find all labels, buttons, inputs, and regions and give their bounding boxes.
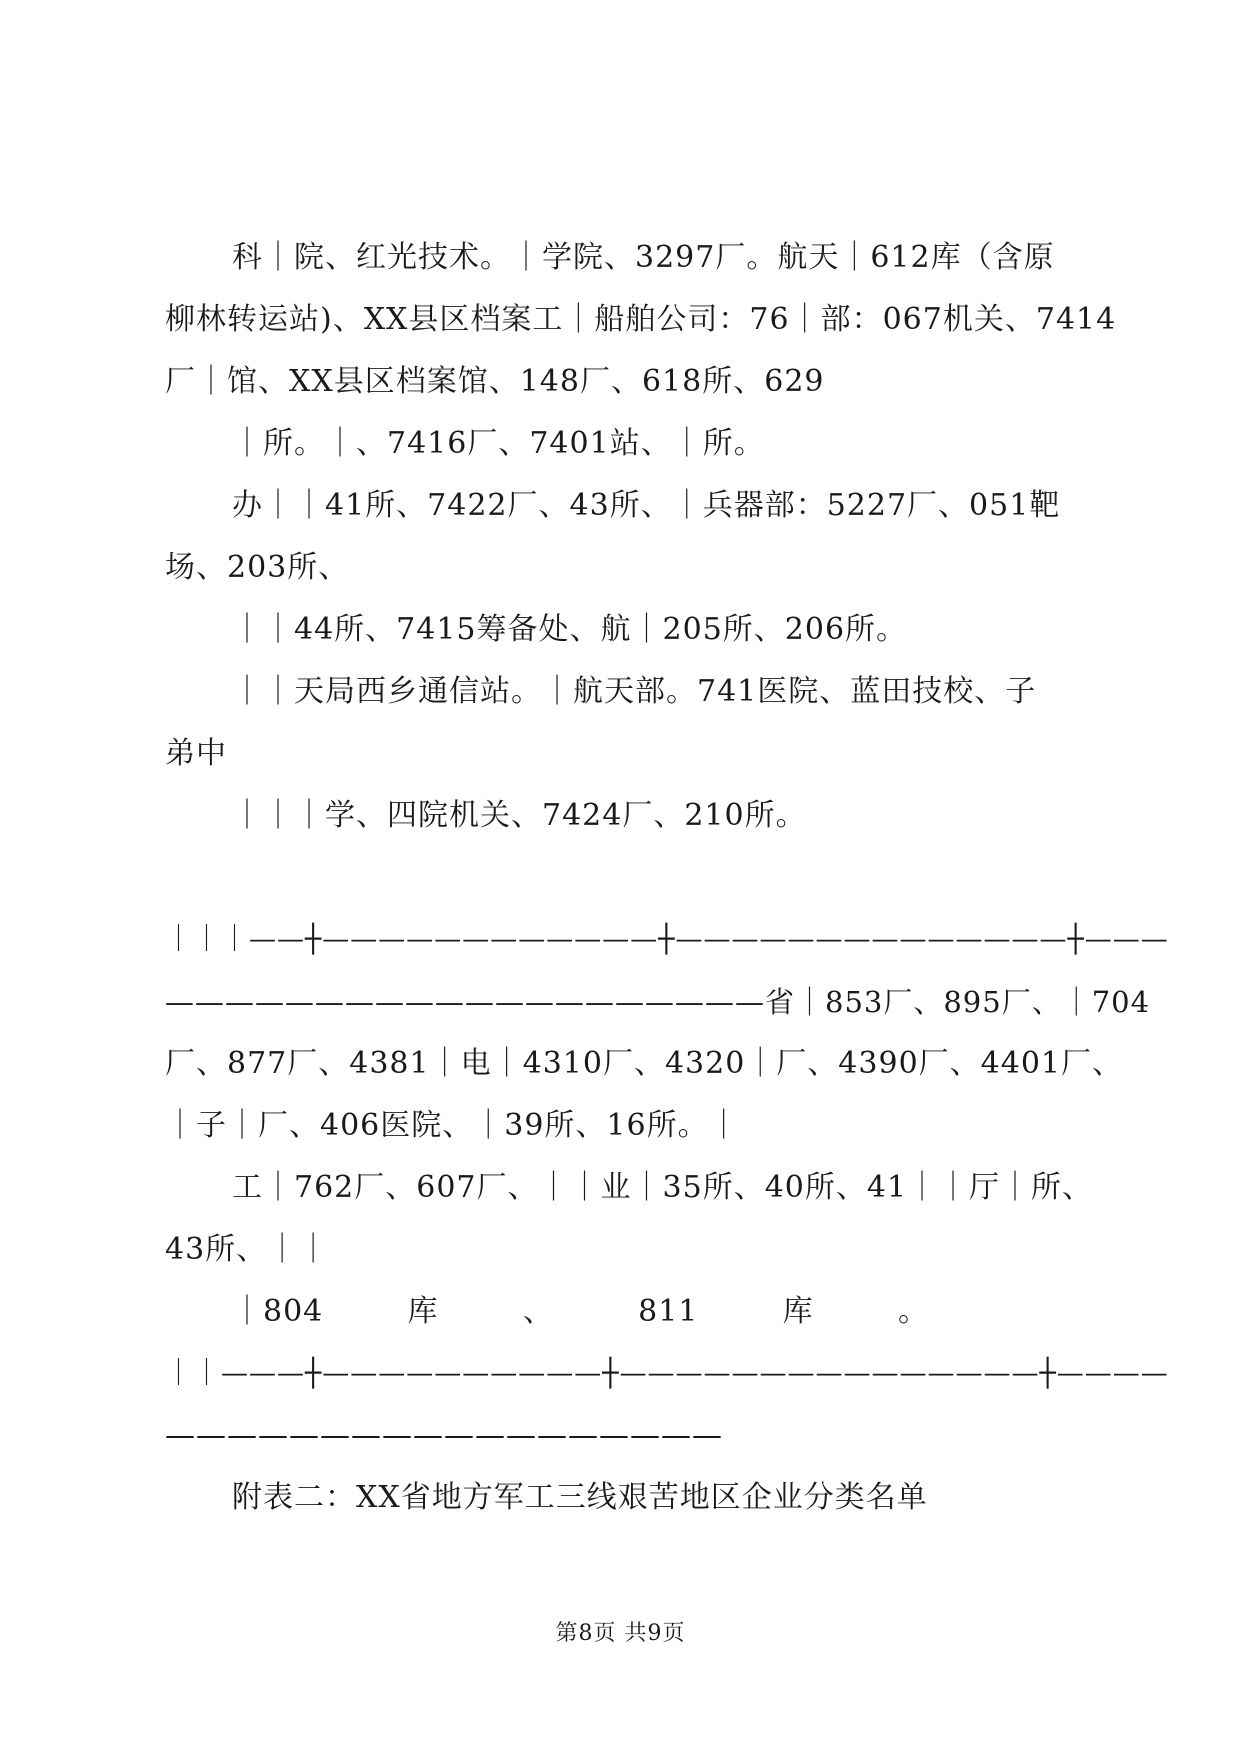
text-line: 办｜｜41所、7422厂、43所、｜兵器部：5227厂、051靶 [232,488,1061,523]
table-border-line: —————————————————— [165,1418,723,1453]
table-border-line: ｜｜｜——┼————————————┼——————————————┼——— [165,924,1169,955]
text-line: ｜｜44所、7415筹备处、航｜205所、206所。 [232,612,908,647]
text-line: ｜｜天局西乡通信站。｜航天部。741医院、蓝田技校、子 [232,674,1037,709]
text-line: ｜所。｜、7416厂、7401站、｜所。 [232,426,765,461]
page-number-footer: 第8页 共9页 [555,1621,686,1646]
text-line: ｜｜｜学、四院机关、7424厂、210所。 [232,798,807,833]
text-line: ————————————————————省｜853厂、895厂、｜704 [165,985,1151,1019]
table-border-line: ｜｜———┼——————————┼———————————————┼———— [165,1358,1169,1389]
text-line: ｜804 库 、 811 库 。 [232,1294,929,1329]
text-line: 场、203所、 [165,550,350,585]
text-line: ｜子｜厂、406医院、｜39所、16所。｜ [165,1108,740,1143]
appendix-heading: 附表二：XX省地方军工三线艰苦地区企业分类名单 [232,1480,928,1515]
text-line: 工｜762厂、607厂、｜｜业｜35所、40所、41｜｜厅｜所、 [232,1170,1094,1205]
text-line: 厂、877厂、4381｜电｜4310厂、4320｜厂、4390厂、4401厂、 [165,1046,1123,1081]
text-line: 厂｜馆、XX县区档案馆、148厂、618所、629 [165,364,825,399]
text-line: 43所、｜｜ [165,1232,330,1267]
text-line: 科｜院、红光技术。｜学院、3297厂。航天｜612库（含原 [232,240,1055,275]
text-line: 弟中 [165,736,227,771]
text-line: 柳林转运站)、XX县区档案工｜船舶公司：76｜部：067机关、7414 [165,302,1117,337]
